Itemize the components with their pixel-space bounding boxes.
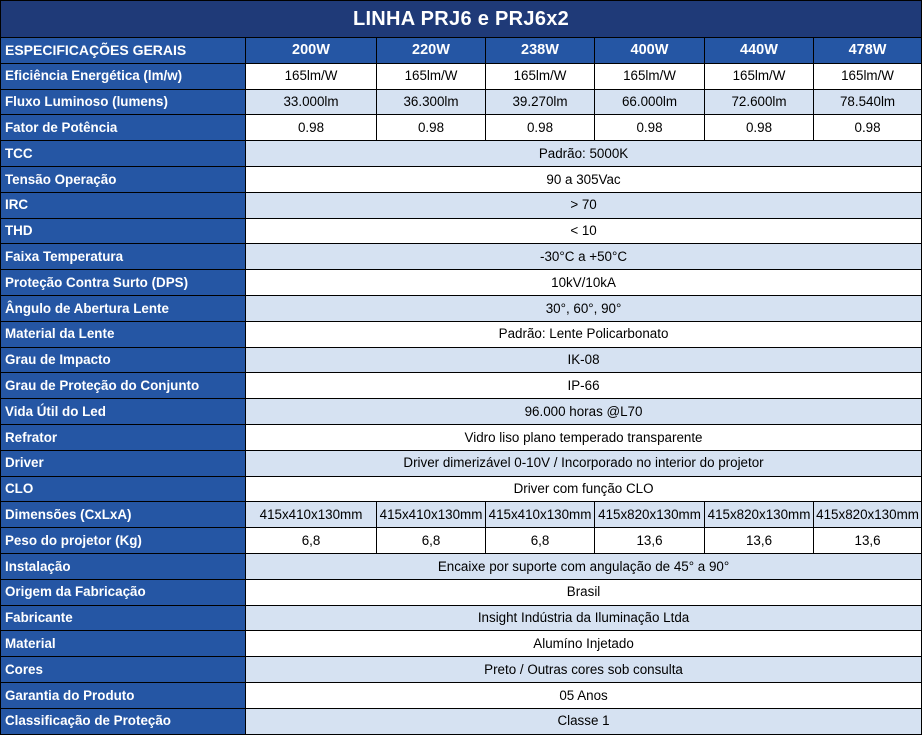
table-cell-merged: IK-08 — [246, 347, 922, 373]
table-cell-merged: Driver dimerizável 0-10V / Incorporado no interior do projetor — [246, 450, 922, 476]
table-cell: 6,8 — [246, 528, 377, 554]
table-row — [1, 631, 922, 657]
table-cell: 13,6 — [705, 528, 814, 554]
table-cell-merged: Padrão: 5000K — [246, 141, 922, 167]
row-label: Dimensões (CxLxA) — [1, 502, 246, 528]
table-cell-merged: Classe 1 — [246, 708, 922, 734]
table-cell: 415x820x130mm — [705, 502, 814, 528]
table-cell: 415x820x130mm — [814, 502, 922, 528]
row-label: Classificação de Proteção — [1, 708, 246, 734]
table-cell: 0.98 — [377, 115, 486, 141]
table-row — [1, 244, 922, 270]
table-cell: 415x410x130mm — [377, 502, 486, 528]
table-cell: 0.98 — [814, 115, 922, 141]
table-cell: 36.300lm — [377, 89, 486, 115]
table-cell: 165lm/W — [705, 63, 814, 89]
table-cell-merged: < 10 — [246, 218, 922, 244]
table-cell-merged: > 70 — [246, 192, 922, 218]
row-label: CLO — [1, 476, 246, 502]
table-cell: 0.98 — [246, 115, 377, 141]
row-label: Fabricante — [1, 605, 246, 631]
table-cell-merged: 10kV/10kA — [246, 270, 922, 296]
table-row — [1, 579, 922, 605]
table-cell-merged: Preto / Outras cores sob consulta — [246, 657, 922, 683]
row-label: Peso do projetor (Kg) — [1, 528, 246, 554]
column-header: 200W — [246, 38, 377, 64]
header-label: ESPECIFICAÇÕES GERAIS — [1, 38, 246, 64]
table-cell-merged: Alumíno Injetado — [246, 631, 922, 657]
table-row — [1, 424, 922, 450]
table-row — [1, 528, 922, 554]
table-cell: 165lm/W — [486, 63, 595, 89]
table-row — [1, 218, 922, 244]
table-cell: 72.600lm — [705, 89, 814, 115]
row-label: Ângulo de Abertura Lente — [1, 295, 246, 321]
table-cell-merged: IP-66 — [246, 373, 922, 399]
table-row — [1, 89, 922, 115]
table-row — [1, 166, 922, 192]
table-row — [1, 708, 922, 734]
table-cell-merged: Brasil — [246, 579, 922, 605]
table-cell-merged: Padrão: Lente Policarbonato — [246, 321, 922, 347]
table-cell: 0.98 — [595, 115, 705, 141]
row-label: Fluxo Luminoso (lumens) — [1, 89, 246, 115]
row-label: Driver — [1, 450, 246, 476]
column-header: 238W — [486, 38, 595, 64]
table-row — [1, 192, 922, 218]
table-cell-merged: Encaixe por suporte com angulação de 45° a 90° — [246, 553, 922, 579]
row-label: Refrator — [1, 424, 246, 450]
title-row — [1, 1, 922, 38]
table-row — [1, 476, 922, 502]
column-header: 440W — [705, 38, 814, 64]
table-cell: 78.540lm — [814, 89, 922, 115]
table-cell-merged: 90 a 305Vac — [246, 166, 922, 192]
table-row — [1, 115, 922, 141]
table-row — [1, 605, 922, 631]
table-cell: 66.000lm — [595, 89, 705, 115]
table-cell-merged: Driver com função CLO — [246, 476, 922, 502]
table-cell: 0.98 — [486, 115, 595, 141]
row-label: THD — [1, 218, 246, 244]
table-cell-merged: 05 Anos — [246, 682, 922, 708]
table-row — [1, 399, 922, 425]
row-label: Grau de Impacto — [1, 347, 246, 373]
row-label: TCC — [1, 141, 246, 167]
row-label: Instalação — [1, 553, 246, 579]
table-row — [1, 502, 922, 528]
table-cell: 0.98 — [705, 115, 814, 141]
column-header: 478W — [814, 38, 922, 64]
table-row — [1, 553, 922, 579]
table-cell: 165lm/W — [595, 63, 705, 89]
row-label: Material da Lente — [1, 321, 246, 347]
table-row — [1, 450, 922, 476]
column-header: 220W — [377, 38, 486, 64]
table-title: LINHA PRJ6 e PRJ6x2 — [1, 1, 922, 38]
table-cell: 165lm/W — [377, 63, 486, 89]
table-cell-merged: Vidro liso plano temperado transparente — [246, 424, 922, 450]
row-label: Fator de Potência — [1, 115, 246, 141]
table-cell: 39.270lm — [486, 89, 595, 115]
table-cell: 415x820x130mm — [595, 502, 705, 528]
table-cell-merged: 30°, 60°, 90° — [246, 295, 922, 321]
table-row — [1, 373, 922, 399]
table-row — [1, 321, 922, 347]
row-label: Tensão Operação — [1, 166, 246, 192]
table-row — [1, 347, 922, 373]
table-cell: 415x410x130mm — [486, 502, 595, 528]
row-label: Garantia do Produto — [1, 682, 246, 708]
table-cell: 165lm/W — [246, 63, 377, 89]
table-cell-merged: -30°C a +50°C — [246, 244, 922, 270]
table-cell: 165lm/W — [814, 63, 922, 89]
table-cell: 13,6 — [595, 528, 705, 554]
row-label: Vida Útil do Led — [1, 399, 246, 425]
table-cell: 13,6 — [814, 528, 922, 554]
table-row — [1, 63, 922, 89]
row-label: Eficiência Energética (lm/w) — [1, 63, 246, 89]
spec-body — [1, 63, 922, 734]
row-label: Origem da Fabricação — [1, 579, 246, 605]
table-row — [1, 657, 922, 683]
table-cell: 6,8 — [377, 528, 486, 554]
table-row — [1, 141, 922, 167]
table-row — [1, 682, 922, 708]
table-cell: 415x410x130mm — [246, 502, 377, 528]
table-cell: 6,8 — [486, 528, 595, 554]
table-cell-merged: 96.000 horas @L70 — [246, 399, 922, 425]
table-cell: 33.000lm — [246, 89, 377, 115]
row-label: IRC — [1, 192, 246, 218]
table-row — [1, 295, 922, 321]
table-row — [1, 270, 922, 296]
row-label: Material — [1, 631, 246, 657]
row-label: Grau de Proteção do Conjunto — [1, 373, 246, 399]
row-label: Faixa Temperatura — [1, 244, 246, 270]
column-header: 400W — [595, 38, 705, 64]
row-label: Cores — [1, 657, 246, 683]
header-row — [1, 38, 922, 64]
table-cell-merged: Insight Indústria da Iluminação Ltda — [246, 605, 922, 631]
row-label: Proteção Contra Surto (DPS) — [1, 270, 246, 296]
